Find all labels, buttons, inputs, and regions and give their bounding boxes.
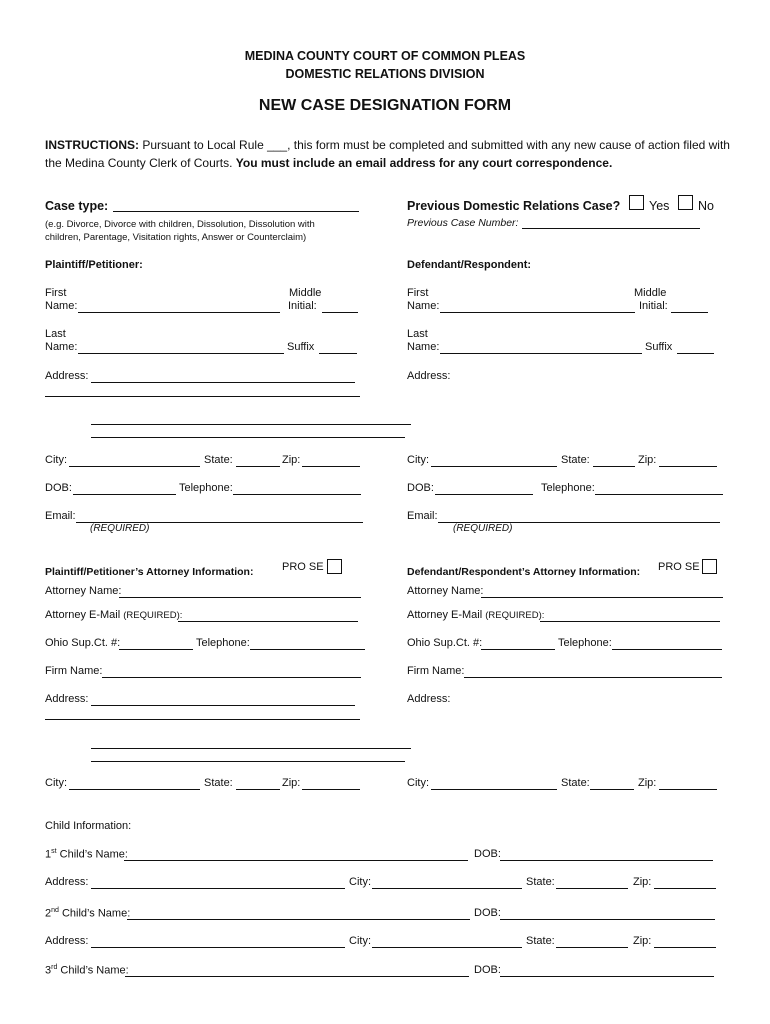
defendant-attorney-address-label: Address: bbox=[407, 693, 451, 705]
defendant-email-required: (REQUIRED) bbox=[453, 523, 513, 534]
plaintiff-attorney-email-required: (REQUIRED): bbox=[123, 610, 183, 621]
child-2-ordinal-suffix: nd bbox=[51, 907, 59, 914]
plaintiff-attorney-address-field-2[interactable] bbox=[45, 719, 360, 720]
instructions-bold: You must include an email address for any court correspondence. bbox=[235, 156, 613, 170]
defendant-attorney-address-field-1[interactable] bbox=[91, 748, 411, 749]
previous-case-no-checkbox[interactable] bbox=[678, 195, 693, 210]
form-title: NEW CASE DESIGNATION FORM bbox=[258, 97, 512, 114]
child-1-city-field[interactable] bbox=[372, 888, 522, 889]
case-type-hint-1: (e.g. Divorce, Divorce with children, Dissolution, Dissolution with bbox=[45, 219, 315, 230]
plaintiff-attorney-email-field[interactable] bbox=[178, 621, 358, 622]
plaintiff-attorney-name-label: Attorney Name: bbox=[45, 585, 122, 597]
defendant-attorney-state-label: State: bbox=[561, 777, 590, 789]
defendant-pro-se-checkbox[interactable] bbox=[702, 559, 717, 574]
defendant-telephone-field[interactable] bbox=[595, 494, 723, 495]
previous-case-yes-label: Yes bbox=[649, 199, 670, 213]
child-2-state-field[interactable] bbox=[556, 947, 628, 948]
defendant-last-name-field[interactable] bbox=[440, 353, 642, 354]
plaintiff-suffix-label: Suffix bbox=[287, 341, 315, 353]
plaintiff-attorney-state-field[interactable] bbox=[236, 789, 280, 790]
defendant-attorney-telephone-field[interactable] bbox=[612, 649, 722, 650]
defendant-attorney-zip-label: Zip: bbox=[638, 777, 657, 789]
plaintiff-address-field-2[interactable] bbox=[45, 396, 360, 397]
child-2-address-field[interactable] bbox=[91, 947, 345, 948]
plaintiff-address-field-1[interactable] bbox=[91, 382, 355, 383]
plaintiff-telephone-field[interactable] bbox=[233, 494, 361, 495]
plaintiff-attorney-name-field[interactable] bbox=[119, 597, 361, 598]
case-type-label: Case type: bbox=[45, 199, 109, 213]
child-2-state-label: State: bbox=[526, 935, 555, 947]
child-3-dob-field[interactable] bbox=[500, 976, 714, 977]
previous-case-number-field[interactable] bbox=[522, 228, 700, 229]
plaintiff-pro-se-checkbox[interactable] bbox=[327, 559, 342, 574]
child-2-ordinal: 2 bbox=[45, 907, 52, 920]
defendant-first-name-field[interactable] bbox=[440, 312, 635, 313]
defendant-pro-se-label: PRO SE bbox=[658, 561, 700, 573]
plaintiff-pro-se-label: PRO SE bbox=[282, 561, 324, 573]
plaintiff-telephone-label: Telephone: bbox=[179, 482, 233, 494]
child-2-name-text: Child’s Name: bbox=[58, 907, 131, 920]
defendant-middle-initial-field[interactable] bbox=[671, 312, 708, 313]
child-2-dob-label: DOB: bbox=[474, 907, 501, 919]
plaintiff-attorney-telephone-field[interactable] bbox=[250, 649, 365, 650]
defendant-attorney-city-label: City: bbox=[407, 777, 429, 789]
defendant-city-label: City: bbox=[407, 454, 429, 466]
child-2-city-field[interactable] bbox=[372, 947, 522, 948]
defendant-attorney-telephone-label: Telephone: bbox=[558, 637, 612, 649]
division-name: DOMESTIC RELATIONS DIVISION bbox=[285, 67, 485, 81]
case-type-field[interactable] bbox=[113, 211, 359, 212]
plaintiff-ohio-sup-label: Ohio Sup.Ct. #: bbox=[45, 637, 121, 649]
child-1-state-label: State: bbox=[526, 876, 555, 888]
plaintiff-heading: Plaintiff/Petitioner: bbox=[45, 259, 143, 271]
plaintiff-firm-label: Firm Name: bbox=[45, 665, 103, 677]
child-1-city-label: City: bbox=[349, 876, 371, 888]
defendant-attorney-state-field[interactable] bbox=[590, 789, 634, 790]
plaintiff-city-field[interactable] bbox=[69, 466, 200, 467]
instructions-text: Pursuant to Local Rule ___, this form must be completed and submitted with any new cause of action filed with the Medina County Clerk of Courts. bbox=[45, 138, 730, 170]
plaintiff-attorney-address-field-1[interactable] bbox=[91, 705, 355, 706]
instructions-label: INSTRUCTIONS: bbox=[45, 138, 139, 152]
plaintiff-ohio-sup-field[interactable] bbox=[119, 649, 193, 650]
previous-case-no-label: No bbox=[698, 199, 714, 213]
plaintiff-initial-label: Initial: bbox=[288, 300, 317, 312]
defendant-address-label: Address: bbox=[407, 370, 451, 382]
defendant-telephone-label: Telephone: bbox=[541, 482, 595, 494]
defendant-attorney-city-field[interactable] bbox=[431, 789, 557, 790]
defendant-attorney-heading: Defendant/Respondent’s Attorney Information: bbox=[407, 566, 641, 578]
defendant-state-field[interactable] bbox=[593, 466, 635, 467]
defendant-ohio-sup-label: Ohio Sup.Ct. #: bbox=[407, 637, 483, 649]
plaintiff-middle-label: Middle bbox=[289, 287, 322, 299]
defendant-zip-field[interactable] bbox=[659, 466, 717, 467]
child-1-zip-label: Zip: bbox=[633, 876, 652, 888]
plaintiff-first-label: First bbox=[45, 287, 67, 299]
plaintiff-email-required: (REQUIRED) bbox=[90, 523, 150, 534]
defendant-attorney-name-label: Attorney Name: bbox=[407, 585, 484, 597]
child-3-ordinal: 3 bbox=[45, 964, 52, 977]
plaintiff-last-label: Last bbox=[45, 328, 66, 340]
defendant-initial-label: Initial: bbox=[639, 300, 668, 312]
child-info-heading: Child Information: bbox=[45, 820, 132, 832]
plaintiff-city-label: City: bbox=[45, 454, 67, 466]
child-3-name-label bbox=[45, 964, 129, 977]
defendant-attorney-address-field-2[interactable] bbox=[91, 761, 405, 762]
plaintiff-attorney-email-label bbox=[45, 609, 182, 621]
child-1-state-field[interactable] bbox=[556, 888, 628, 889]
defendant-firm-field[interactable] bbox=[464, 677, 722, 678]
plaintiff-suffix-field[interactable] bbox=[319, 353, 357, 354]
previous-case-number-label: Previous Case Number: bbox=[407, 217, 519, 229]
child-1-ordinal-suffix: st bbox=[51, 848, 57, 855]
plaintiff-attorney-city-label: City: bbox=[45, 777, 67, 789]
plaintiff-attorney-city-field[interactable] bbox=[69, 789, 200, 790]
plaintiff-state-label: State: bbox=[204, 454, 233, 466]
child-1-address-label: Address: bbox=[45, 876, 89, 888]
defendant-attorney-email-required: (REQUIRED): bbox=[485, 610, 545, 621]
defendant-name-label: Name: bbox=[407, 300, 440, 312]
child-2-name-field[interactable] bbox=[127, 919, 470, 920]
defendant-dob-field[interactable] bbox=[435, 494, 533, 495]
plaintiff-email-label: Email: bbox=[45, 510, 76, 522]
plaintiff-zip-field[interactable] bbox=[302, 466, 360, 467]
defendant-zip-label: Zip: bbox=[638, 454, 657, 466]
plaintiff-attorney-zip-label: Zip: bbox=[282, 777, 301, 789]
child-3-name-field[interactable] bbox=[125, 976, 469, 977]
child-2-city-label: City: bbox=[349, 935, 371, 947]
child-3-ordinal-suffix: rd bbox=[51, 964, 58, 971]
plaintiff-state-field[interactable] bbox=[236, 466, 280, 467]
child-1-ordinal: 1 bbox=[45, 848, 52, 861]
plaintiff-address-label: Address: bbox=[45, 370, 89, 382]
child-2-address-label: Address: bbox=[45, 935, 89, 947]
child-2-dob-field[interactable] bbox=[500, 919, 715, 920]
defendant-attorney-email-field[interactable] bbox=[540, 621, 720, 622]
defendant-attorney-name-field[interactable] bbox=[481, 597, 723, 598]
defendant-address-field-1[interactable] bbox=[91, 424, 411, 425]
defendant-attorney-email-label bbox=[407, 609, 544, 621]
defendant-suffix-field[interactable] bbox=[677, 353, 714, 354]
defendant-address-field-2[interactable] bbox=[91, 437, 405, 438]
defendant-city-field[interactable] bbox=[431, 466, 557, 467]
plaintiff-lastname-label: Name: bbox=[45, 341, 78, 353]
defendant-attorney-zip-field[interactable] bbox=[659, 789, 717, 790]
plaintiff-attorney-email-text: Attorney E-Mail bbox=[45, 609, 121, 621]
plaintiff-firm-field[interactable] bbox=[102, 677, 361, 678]
previous-case-label: Previous Domestic Relations Case? bbox=[407, 199, 621, 213]
defendant-heading: Defendant/Respondent: bbox=[407, 259, 532, 271]
child-1-name-text: Child’s Name: bbox=[56, 848, 128, 861]
previous-case-yes-checkbox[interactable] bbox=[629, 195, 644, 210]
defendant-dob-label: DOB: bbox=[407, 482, 434, 494]
child-1-address-field[interactable] bbox=[91, 888, 345, 889]
court-name: MEDINA COUNTY COURT OF COMMON PLEAS bbox=[244, 49, 526, 63]
defendant-ohio-sup-field[interactable] bbox=[481, 649, 555, 650]
plaintiff-middle-initial-field[interactable] bbox=[322, 312, 358, 313]
child-3-dob-label: DOB: bbox=[474, 964, 501, 976]
defendant-middle-label: Middle bbox=[634, 287, 667, 299]
child-1-name-field[interactable] bbox=[124, 860, 468, 861]
defendant-lastname-label: Name: bbox=[407, 341, 440, 353]
case-type-hint-2: children, Parentage, Visitation rights, Answer or Counterclaim) bbox=[45, 232, 307, 243]
child-1-zip-field[interactable] bbox=[654, 888, 716, 889]
child-1-name-label bbox=[45, 848, 128, 861]
plaintiff-attorney-telephone-label: Telephone: bbox=[196, 637, 250, 649]
plaintiff-first-name-field[interactable] bbox=[78, 312, 280, 313]
defendant-firm-label: Firm Name: bbox=[407, 665, 465, 677]
plaintiff-dob-field[interactable] bbox=[73, 494, 176, 495]
plaintiff-last-name-field[interactable] bbox=[78, 353, 284, 354]
child-3-name-text: Child’s Name: bbox=[57, 964, 129, 977]
plaintiff-zip-label: Zip: bbox=[282, 454, 301, 466]
plaintiff-attorney-heading: Plaintiff/Petitioner’s Attorney Information: bbox=[45, 566, 254, 578]
child-2-name-label bbox=[45, 907, 130, 920]
plaintiff-attorney-address-label: Address: bbox=[45, 693, 89, 705]
defendant-first-label: First bbox=[407, 287, 429, 299]
child-2-zip-label: Zip: bbox=[633, 935, 652, 947]
child-2-zip-field[interactable] bbox=[654, 947, 716, 948]
defendant-email-label: Email: bbox=[407, 510, 438, 522]
defendant-attorney-email-text: Attorney E-Mail bbox=[407, 609, 483, 621]
defendant-suffix-label: Suffix bbox=[645, 341, 673, 353]
plaintiff-attorney-zip-field[interactable] bbox=[302, 789, 360, 790]
defendant-state-label: State: bbox=[561, 454, 590, 466]
child-1-dob-label: DOB: bbox=[474, 848, 501, 860]
plaintiff-name-label: Name: bbox=[45, 300, 78, 312]
plaintiff-attorney-state-label: State: bbox=[204, 777, 233, 789]
defendant-last-label: Last bbox=[407, 328, 428, 340]
instructions bbox=[45, 136, 735, 172]
plaintiff-dob-label: DOB: bbox=[45, 482, 72, 494]
child-1-dob-field[interactable] bbox=[500, 860, 713, 861]
